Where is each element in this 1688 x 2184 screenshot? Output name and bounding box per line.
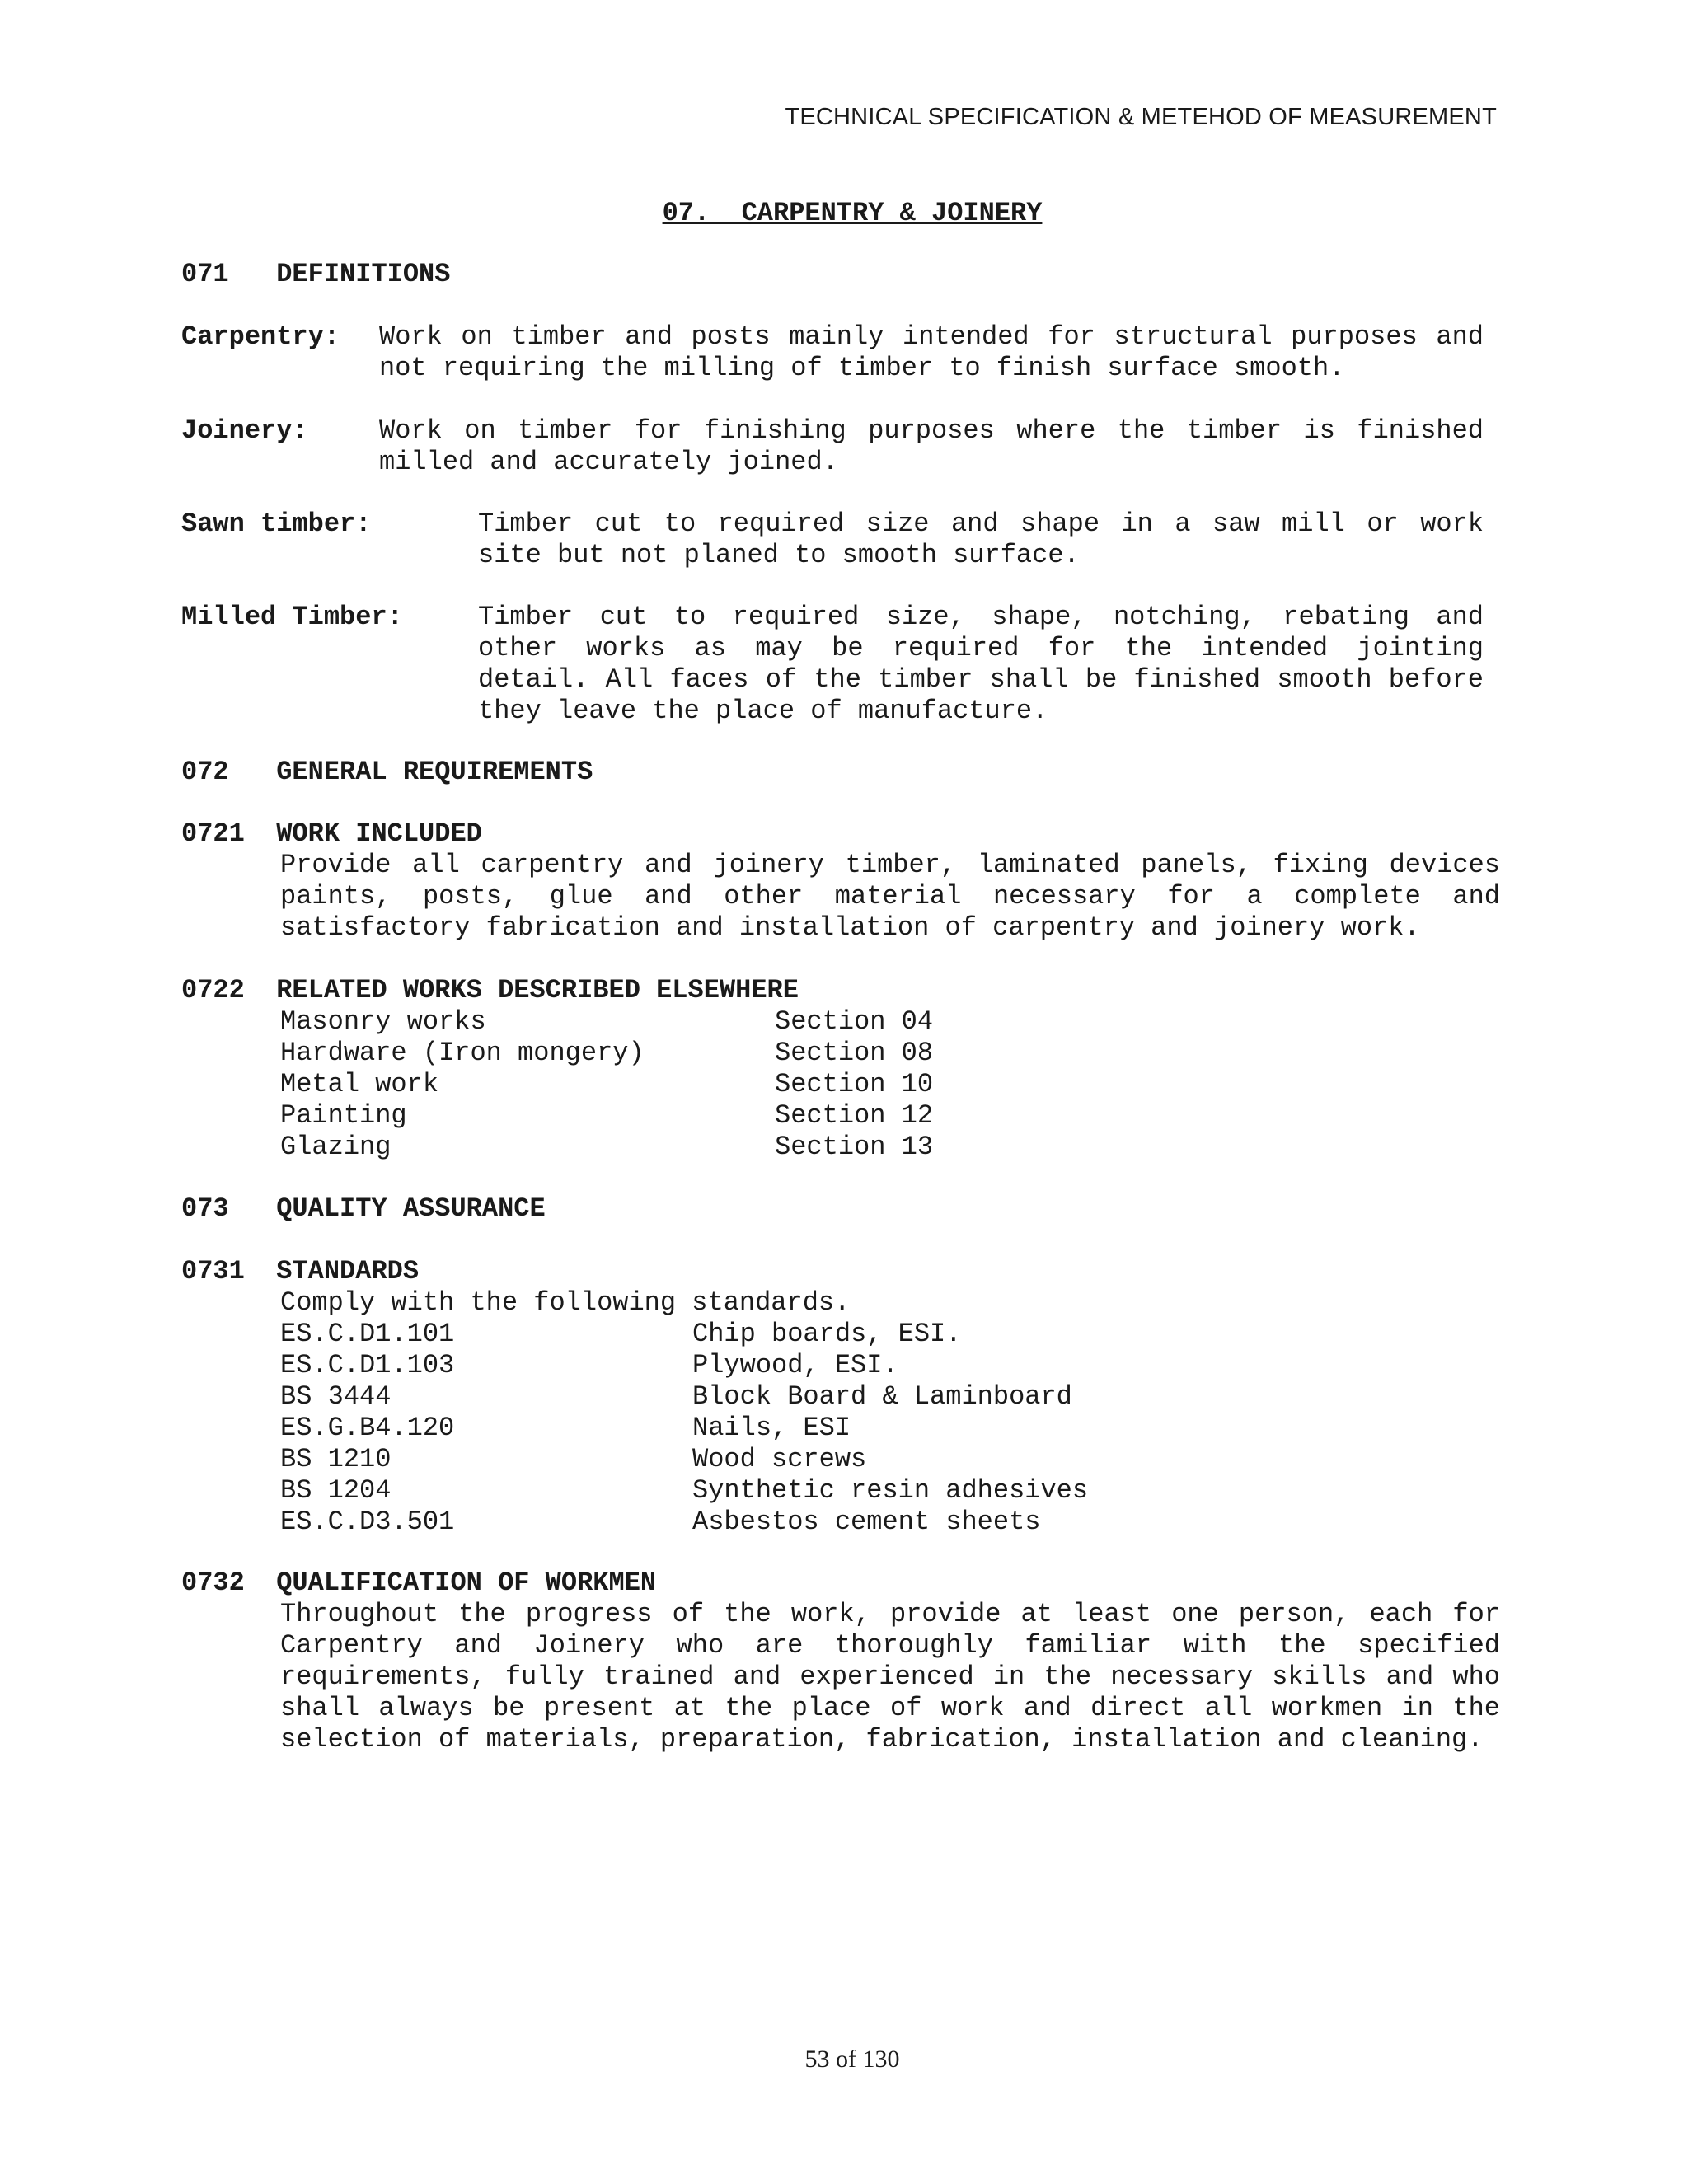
standard-row: [280, 1319, 1500, 1350]
related-work-name: Masonry works: [280, 1006, 486, 1037]
definition-term: Sawn timber:: [181, 509, 372, 539]
section-072-heading: 072 GENERAL REQUIREMENTS: [181, 757, 593, 787]
related-work-name: Glazing: [280, 1132, 392, 1162]
definition-text: Work on timber for finishing purposes where the timber is finished milled and accurately joined.: [379, 415, 1484, 477]
related-work-section: Section 04: [775, 1006, 934, 1037]
standard-code: ES.C.D3.501: [280, 1507, 455, 1537]
related-work-name: Painting: [280, 1100, 407, 1131]
standard-code: BS 1204: [280, 1475, 392, 1506]
standard-desc: Block Board & Laminboard: [692, 1381, 1072, 1412]
standard-desc: Nails, ESI: [692, 1413, 851, 1443]
related-work-section: Section 10: [775, 1069, 934, 1099]
section-0731-heading: 0731 STANDARDS: [181, 1256, 420, 1286]
standard-row: [280, 1507, 1500, 1538]
standard-row: [280, 1475, 1500, 1507]
definition-text: Timber cut to required size, shape, notching, rebating and other works as may be required for the intended jointing detail. All faces of the timber shall be finished smooth before they leave the place of manufacture.: [478, 602, 1484, 726]
page-number: 53 of 130: [804, 2046, 900, 2073]
standard-code: ES.C.D1.103: [280, 1350, 455, 1380]
related-work-row: [280, 1132, 1500, 1163]
related-work-section: Section 12: [775, 1100, 934, 1131]
related-work-name: Metal work: [280, 1069, 439, 1099]
definition-term: Milled Timber:: [181, 602, 403, 632]
standards-intro: Comply with the following standards.: [280, 1287, 851, 1318]
chapter-title-text: 07. CARPENTRY & JOINERY: [662, 198, 1043, 228]
standard-row: [280, 1413, 1500, 1444]
section-073-heading: 073 QUALITY ASSURANCE: [181, 1193, 546, 1224]
standard-desc: Wood screws: [692, 1444, 867, 1474]
definition-sawn-timber: [181, 509, 1500, 574]
standard-code: ES.C.D1.101: [280, 1319, 455, 1349]
definition-term: Joinery:: [181, 415, 308, 446]
standard-code: BS 3444: [280, 1381, 392, 1412]
standard-code: BS 1210: [280, 1444, 392, 1474]
standard-desc: Plywood, ESI.: [692, 1350, 898, 1380]
work-included-text: Provide all carpentry and joinery timber, laminated panels, fixing devices paints, posts, glue and other material necessary for a complete and satisfactory fabrication and installation of carpentry and joinery work.: [280, 850, 1500, 943]
related-work-name: Hardware (Iron mongery): [280, 1038, 645, 1068]
definition-text: Timber cut to required size and shape in a saw mill or work site but not planed to smooth surface.: [478, 509, 1484, 570]
definition-term: Carpentry:: [181, 321, 340, 352]
standard-desc: Asbestos cement sheets: [692, 1507, 1041, 1537]
standard-desc: Chip boards, ESI.: [692, 1319, 962, 1349]
section-0721-heading: 0721 WORK INCLUDED: [181, 818, 482, 849]
related-work-section: Section 08: [775, 1038, 934, 1068]
related-work-row: [280, 1038, 1500, 1069]
related-work-row: [280, 1006, 1500, 1038]
definition-carpentry: [181, 321, 1500, 387]
standard-row: [280, 1444, 1500, 1475]
definition-milled-timber: [181, 602, 1500, 733]
related-works-list: [280, 1006, 1500, 1163]
standard-code: ES.G.B4.120: [280, 1413, 455, 1443]
section-071-heading: 071 DEFINITIONS: [181, 259, 451, 289]
related-work-row: [280, 1100, 1500, 1132]
standard-row: [280, 1350, 1500, 1381]
section-0722-heading: 0722 RELATED WORKS DESCRIBED ELSEWHERE: [181, 975, 799, 1005]
definition-text: Work on timber and posts mainly intended for structural purposes and not requiring the milling of timber to finish surface smooth.: [379, 321, 1484, 383]
page-header: TECHNICAL SPECIFICATION & METEHOD OF MEASUREMENT: [785, 104, 1497, 130]
definition-joinery: [181, 415, 1500, 481]
qualification-text: Throughout the progress of the work, provide at least one person, each for Carpentry and Joinery who are thoroughly familiar with the specified requirements, fully trained and experienced in the necessary skills and who shall always be present at the place of work and direct all workmen in the selection of materials, preparation, fabrication, installation and cleaning.: [280, 1599, 1500, 1755]
section-0732-heading: 0732 QUALIFICATION OF WORKMEN: [181, 1568, 657, 1598]
related-work-section: Section 13: [775, 1132, 934, 1162]
related-work-row: [280, 1069, 1500, 1100]
chapter-title: [0, 198, 1688, 229]
standard-row: [280, 1381, 1500, 1413]
standards-list: [280, 1287, 1500, 1538]
standard-desc: Synthetic resin adhesives: [692, 1475, 1089, 1506]
